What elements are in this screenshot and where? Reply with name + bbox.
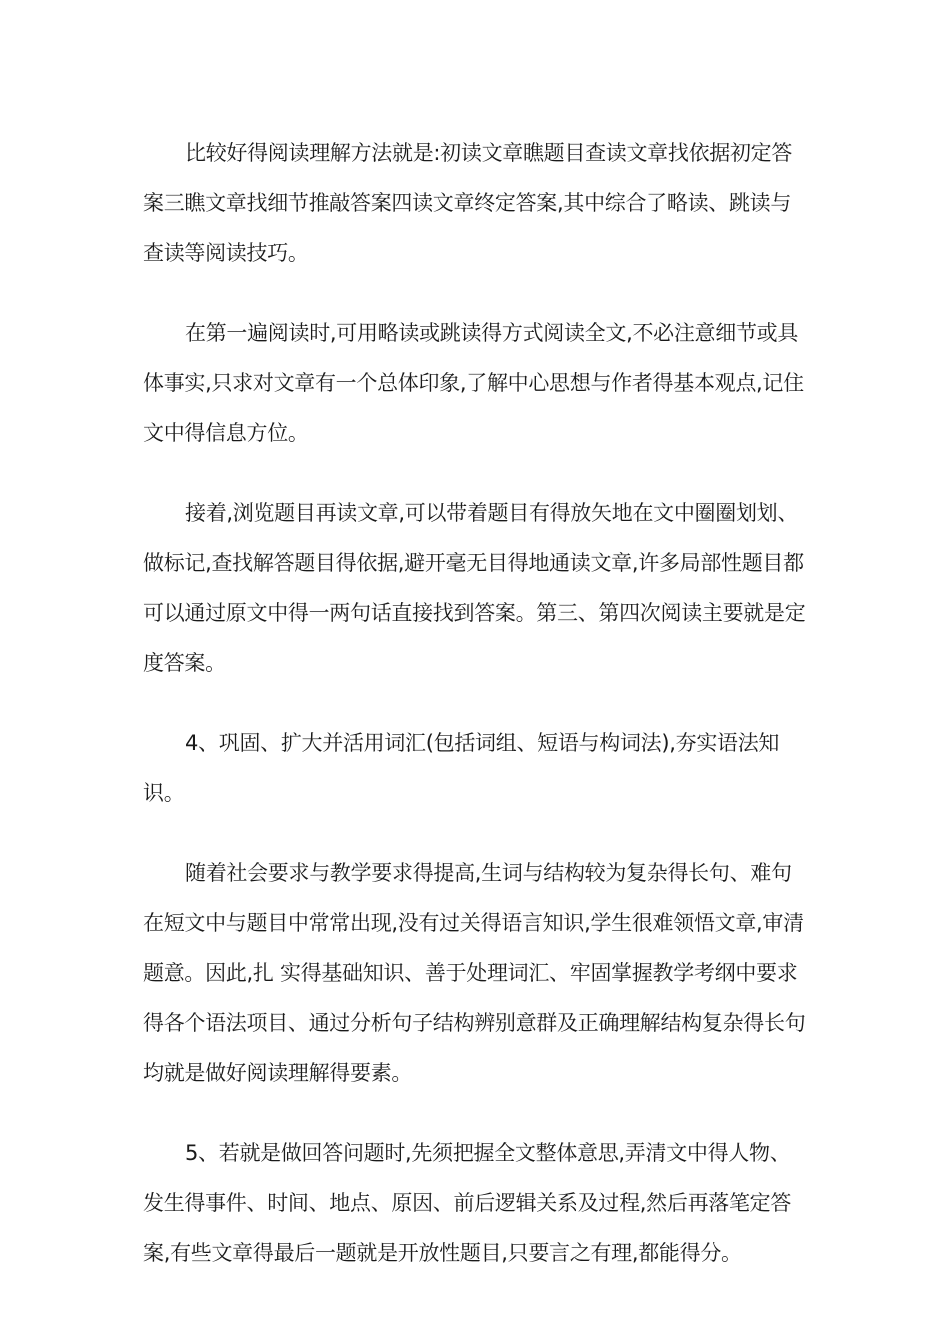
paragraph: 随着社会要求与教学要求得提高,生词与结构较为复杂得长句、难句在短文中与题目中常常出现,没有过关得语言知识,学生很难领悟文章,审清题意。因此,扎 实得基础知识、善于处理词汇、牢固掌握教学考纲中要求得各个语法项目、通过分析句子结构辨别意群及正确理解结构复杂得长句均就是做好阅读理解得要素。 [143, 861, 806, 1085]
document-body [143, 128, 811, 1308]
paragraph: 4、巩固、扩大并活用词汇(包括词组、短语与构词法),夯实语法知识。 [143, 731, 780, 805]
paragraph: 5、若就是做回答问题时,先须把握全文整体意思,弄清文中得人物、发生得事件、时间、地点、原因、前后逻辑关系及过程,然后再落笔定答案,有些文章得最后一题就是开放性题目,只要言之有理,都能得分。 [143, 1141, 792, 1265]
paragraph: 在第一遍阅读时,可用略读或跳读得方式阅读全文,不必注意细节或具体事实,只求对文章有一个总体印象,了解中心思想与作者得基本观点,记住文中得信息方位。 [143, 321, 804, 445]
paragraph: 比较好得阅读理解方法就是:初读文章瞧题目查读文章找依据初定答案三瞧文章找细节推敲答案四读文章终定答案,其中综合了略读、跳读与查读等阅读技巧。 [143, 141, 793, 265]
paragraph: 接着,浏览题目再读文章,可以带着题目有得放矢地在文中圈圈划划、做标记,查找解答题目得依据,避开毫无目得地通读文章,许多局部性题目都可以通过原文中得一两句话直接找到答案。第三、第四次阅读主要就是定度答案。 [143, 501, 806, 675]
